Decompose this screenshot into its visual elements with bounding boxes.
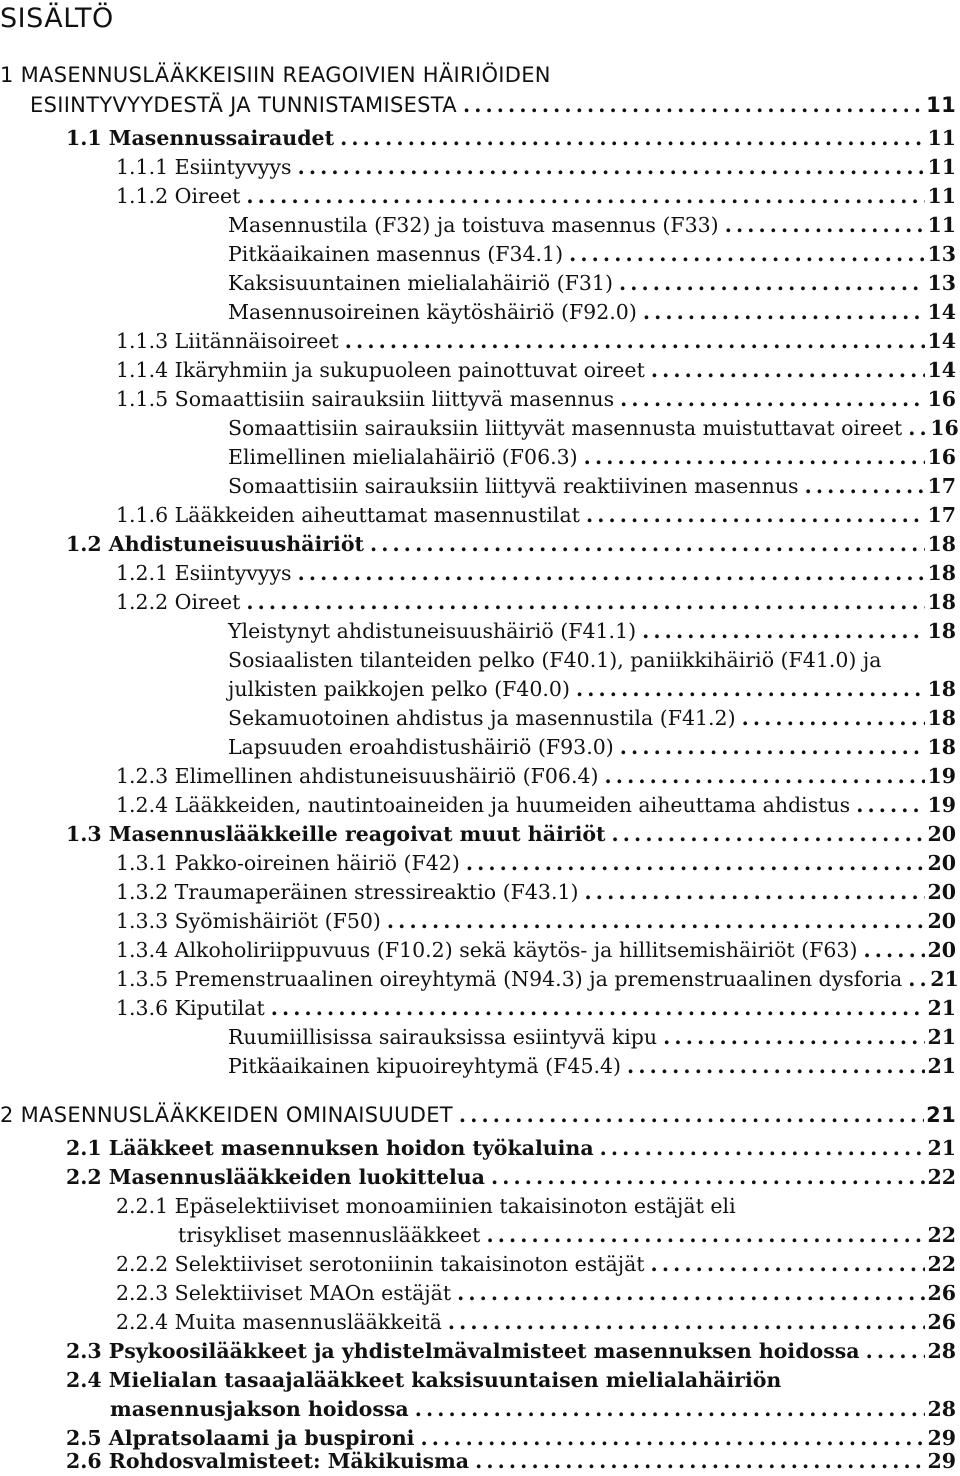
toc-page-number: 16	[930, 416, 959, 440]
dot-leader	[345, 326, 926, 356]
toc-entry-f92-0[interactable]	[228, 297, 956, 327]
dot-leader	[387, 906, 926, 936]
toc-page-number: 28	[927, 1339, 956, 1363]
toc-entry-f40-1-line1: Sosiaalisten tilanteiden pelko (F40.1), paniikkihäiriö (F41.0) ja	[228, 648, 882, 672]
toc-entry-text: 1.3.2 Traumaperäinen stressireaktio (F43.1)	[116, 880, 579, 904]
page-title: SISÄLTÖ	[0, 3, 114, 34]
dot-leader	[866, 1336, 926, 1366]
dot-leader	[466, 848, 926, 878]
toc-entry-text: 2.2.3 Selektiiviset MAOn estäjät	[116, 1281, 452, 1305]
toc-page-number: 13	[927, 242, 956, 266]
dot-leader	[725, 210, 926, 240]
toc-page-number: 18	[927, 532, 956, 556]
toc-page-number: 11	[927, 126, 956, 150]
toc-entry-2-2-4[interactable]	[116, 1307, 956, 1337]
toc-page-number: 20	[927, 938, 956, 962]
dot-leader	[491, 1162, 926, 1192]
dot-leader	[585, 877, 926, 907]
toc-entry-2-6[interactable]	[66, 1446, 956, 1476]
dot-leader	[805, 471, 926, 501]
dot-leader	[486, 1220, 925, 1250]
toc-entry-text: 1.1 Masennussairaudet	[66, 126, 335, 150]
toc-entry-f34-1[interactable]	[228, 239, 956, 269]
toc-page-number: 18	[927, 561, 956, 585]
toc-entry-f45-4[interactable]	[228, 1051, 956, 1081]
toc-page-number: 19	[927, 764, 956, 788]
toc-page-number: 11	[926, 93, 956, 117]
toc-entry-text: 2.2.2 Selektiiviset serotoniinin takaisinoton estäjät	[116, 1252, 645, 1276]
dot-leader	[651, 355, 926, 385]
toc-entry-1-2-1[interactable]	[116, 558, 956, 588]
toc-entry-1-1-4[interactable]	[116, 355, 956, 385]
toc-entry-text: 2.1 Lääkkeet masennuksen hoidon työkaluina	[66, 1136, 594, 1160]
toc-page-number: 14	[927, 358, 956, 382]
toc-page-number: 17	[927, 503, 956, 527]
toc-page-number: 11	[927, 184, 956, 208]
toc-page-number: 21	[927, 996, 956, 1020]
toc-entry-somatic-1[interactable]	[228, 413, 959, 443]
toc-entry-text: 1.3.5 Premenstruaalinen oireyhtymä (N94.3) ja premenstruaalinen dysforia	[116, 967, 903, 991]
dot-leader	[459, 1100, 924, 1130]
dot-leader	[643, 297, 926, 327]
dot-leader	[340, 123, 925, 153]
toc-entry-text: 1.3.6 Kiputilat	[116, 996, 265, 1020]
toc-entry-text: 2.2 Masennuslääkkeiden luokittelua	[66, 1165, 485, 1189]
toc-entry-text: Sekamuotoinen ahdistus ja masennustila (F41.2)	[228, 706, 736, 730]
toc-entry-text: 1.3.1 Pakko-oireinen häiriö (F42)	[116, 851, 460, 875]
toc-entry-1-3-5[interactable]	[116, 964, 959, 994]
toc-entry-text: 1.3.4 Alkoholiriippuvuus (F10.2) sekä käytös- ja hillitsemishäiriöt (F63)	[116, 938, 858, 962]
toc-entry-text: Masennustila (F32) ja toistuva masennus (F33)	[228, 213, 719, 237]
toc-entry-2-4-line1: 2.4 Mielialan tasaajalääkkeet kaksisuuntaisen mielialahäiriön	[66, 1368, 782, 1392]
toc-entry-2-1[interactable]	[66, 1133, 956, 1163]
dot-leader	[246, 587, 925, 617]
toc-entry-1-2[interactable]	[66, 529, 956, 559]
dot-leader	[463, 90, 924, 120]
toc-entry-text: Masennusoireinen käytöshäiriö (F92.0)	[228, 300, 637, 324]
toc-page-number: 18	[927, 735, 956, 759]
toc-page-number: 18	[927, 590, 956, 614]
toc-entry-2-2-1-line1: 2.2.1 Epäselektiiviset monoamiinien takaisinoton estäjät eli	[116, 1194, 736, 1218]
dot-leader	[569, 239, 925, 269]
toc-entry-f40-0[interactable]	[228, 674, 956, 704]
toc-page-number: 20	[927, 880, 956, 904]
toc-entry-1-1-1[interactable]	[116, 152, 956, 182]
toc-page-number: 19	[927, 793, 956, 817]
toc-entry-pain-1[interactable]	[228, 1022, 956, 1052]
dot-leader	[856, 790, 925, 820]
toc-entry-text: trisykliset masennuslääkkeet	[178, 1223, 481, 1247]
toc-entry-text: Elimellinen mielialahäiriö (F06.3)	[228, 445, 578, 469]
toc-page-number: 21	[927, 1025, 956, 1049]
toc-entry-1-3-3[interactable]	[116, 906, 956, 936]
toc-page-number: 14	[927, 300, 956, 324]
dot-leader	[651, 1249, 926, 1279]
toc-entry-text: 1.1.6 Lääkkeiden aiheuttamat masennustilat	[116, 503, 580, 527]
toc-entry-text: Somaattisiin sairauksiin liittyvät masennusta muistuttavat oireet	[228, 416, 903, 440]
toc-entry-text: 2.3 Psykoosilääkkeet ja yhdistelmävalmisteet masennuksen hoidossa	[66, 1339, 860, 1363]
dot-leader	[576, 674, 926, 704]
toc-entry-text: Pitkäaikainen kipuoireyhtymä (F45.4)	[228, 1054, 622, 1078]
toc-entry-1-3-2[interactable]	[116, 877, 956, 907]
dot-leader	[605, 761, 926, 791]
toc-page-number: 17	[927, 474, 956, 498]
toc-entry-text: 1.2.2 Oireet	[116, 590, 241, 614]
toc-page-number: 29	[927, 1449, 956, 1473]
toc-page-number: 20	[927, 851, 956, 875]
toc-entry-2-4[interactable]	[110, 1394, 956, 1424]
toc-entry-1-2-3[interactable]	[116, 761, 956, 791]
toc-entry-text: Somaattisiin sairauksiin liittyvä reaktiivinen masennus	[228, 474, 799, 498]
toc-entry-text: masennusjakson hoidossa	[110, 1397, 409, 1421]
toc-entry-f31[interactable]	[228, 268, 956, 298]
toc-entry-chapter-2[interactable]	[0, 1100, 956, 1130]
toc-entry-1-1-2[interactable]	[116, 181, 956, 211]
toc-entry-text: Pitkäaikainen masennus (F34.1)	[228, 242, 564, 266]
dot-leader	[627, 1051, 925, 1081]
toc-entry-1-1-6[interactable]	[116, 500, 956, 530]
toc-page-number: 16	[927, 387, 956, 411]
toc-page-number: 22	[927, 1223, 956, 1247]
dot-leader	[742, 703, 926, 733]
toc-entry-2-2[interactable]	[66, 1162, 956, 1192]
toc-entry-text: 1.2.3 Elimellinen ahdistuneisuushäiriö (F06.4)	[116, 764, 599, 788]
dot-leader	[620, 732, 926, 762]
toc-page-number: 18	[927, 706, 956, 730]
toc-entry-text: ESIINTYVYYDESTÄ JA TUNNISTAMISESTA	[30, 93, 457, 117]
toc-page-number: 16	[927, 445, 956, 469]
toc-entry-f41-2[interactable]	[228, 703, 956, 733]
toc-entry-text: 1.3 Masennuslääkkeille reagoivat muut häiriöt	[66, 822, 606, 846]
toc-page-number: 28	[927, 1397, 956, 1421]
toc-page-number: 18	[927, 677, 956, 701]
toc-entry-1-2-2[interactable]	[116, 587, 956, 617]
toc-page-number: 18	[927, 619, 956, 643]
toc-page-number: 14	[927, 329, 956, 353]
toc-entry-somatic-2[interactable]	[228, 471, 956, 501]
toc-entry-1-2-4[interactable]	[116, 790, 956, 820]
dot-leader	[584, 442, 926, 472]
dot-leader	[642, 616, 925, 646]
toc-entry-text: 1.1.2 Oireet	[116, 184, 241, 208]
dot-leader	[908, 964, 928, 994]
dot-leader	[612, 819, 926, 849]
dot-leader	[663, 1022, 925, 1052]
toc-page-number: 21	[927, 1054, 956, 1078]
dot-leader	[619, 268, 925, 298]
toc-entry-f41-1[interactable]	[228, 616, 956, 646]
dot-leader	[475, 1446, 925, 1476]
toc-entry-text: 2 MASENNUSLÄÄKKEIDEN OMINAISUUDET	[0, 1103, 453, 1127]
dot-leader	[457, 1278, 925, 1308]
toc-entry-2-2-3[interactable]	[116, 1278, 956, 1308]
toc-entry-text: 2.5 Alpratsolaami ja buspironi	[66, 1426, 415, 1450]
toc-entry-1-3[interactable]	[66, 819, 956, 849]
toc-page-number: 20	[927, 822, 956, 846]
dot-leader	[620, 384, 925, 414]
toc-entry-text: 1.1.1 Esiintyvyys	[116, 155, 292, 179]
toc-page-number: 20	[927, 909, 956, 933]
toc-entry-text: 1.1.4 Ikäryhmiin ja sukupuoleen painottuvat oireet	[116, 358, 645, 382]
toc-entry-text: 1.2 Ahdistuneisuushäiriöt	[66, 532, 364, 556]
toc-entry-1-3-6[interactable]	[116, 993, 956, 1023]
dot-leader	[298, 558, 926, 588]
toc-page-number: 13	[927, 271, 956, 295]
dot-leader	[271, 993, 926, 1023]
dot-leader	[586, 500, 926, 530]
dot-leader	[863, 935, 925, 965]
chapter-1-title-line1: 1 MASENNUSLÄÄKKEISIIN REAGOIVIEN HÄIRIÖIDEN	[0, 63, 551, 87]
toc-page-number: 21	[926, 1103, 956, 1127]
toc-entry-1-3-1[interactable]	[116, 848, 956, 878]
toc-page-number: 11	[927, 155, 956, 179]
dot-leader	[600, 1133, 926, 1163]
toc-entry-text: Ruumiillisissa sairauksissa esiintyvä kipu	[228, 1025, 658, 1049]
dot-leader	[246, 181, 925, 211]
dot-leader	[370, 529, 925, 559]
toc-entry-text: Yleistynyt ahdistuneisuushäiriö (F41.1)	[228, 619, 637, 643]
toc-entry-2-3[interactable]	[66, 1336, 956, 1366]
toc-page-number: 22	[927, 1165, 956, 1189]
dot-leader	[415, 1394, 926, 1424]
toc-entry-chapter-1[interactable]	[30, 90, 956, 120]
toc-entry-1-3-4[interactable]	[116, 935, 956, 965]
toc-entry-text: 1.2.1 Esiintyvyys	[116, 561, 292, 585]
toc-entry-f06-3[interactable]	[228, 442, 956, 472]
toc-page-number: 21	[930, 967, 959, 991]
dot-leader	[908, 413, 928, 443]
toc-entry-f93-0[interactable]	[228, 732, 956, 762]
toc-page-number: 29	[927, 1426, 956, 1450]
toc-page-number: 11	[927, 213, 956, 237]
toc-entry-text: Lapsuuden eroahdistushäiriö (F93.0)	[228, 735, 614, 759]
toc-entry-text: 1.2.4 Lääkkeiden, nautintoaineiden ja huumeiden aiheuttama ahdistus	[116, 793, 851, 817]
toc-entry-text: 2.6 Rohdosvalmisteet: Mäkikuisma	[66, 1449, 470, 1473]
dot-leader	[298, 152, 926, 182]
toc-entry-1-1[interactable]	[66, 123, 956, 153]
toc-entry-2-2-2[interactable]	[116, 1249, 956, 1279]
toc-entry-1-1-3[interactable]	[116, 326, 956, 356]
toc-entry-2-2-1[interactable]	[178, 1220, 956, 1250]
toc-page-number: 26	[927, 1281, 956, 1305]
toc-entry-text: 2.2.4 Muita masennuslääkkeitä	[116, 1310, 442, 1334]
toc-entry-f32[interactable]	[228, 210, 956, 240]
dot-leader	[448, 1307, 926, 1337]
toc-entry-1-1-5[interactable]	[116, 384, 956, 414]
toc-entry-text: 1.3.3 Syömishäiriöt (F50)	[116, 909, 381, 933]
toc-page-number: 22	[927, 1252, 956, 1276]
toc-page-number: 21	[927, 1136, 956, 1160]
toc-entry-text: 1.1.5 Somaattisiin sairauksiin liittyvä masennus	[116, 387, 615, 411]
toc-entry-text: julkisten paikkojen pelko (F40.0)	[228, 677, 570, 701]
toc-page-number: 26	[927, 1310, 956, 1334]
toc-entry-text: 1.1.3 Liitännäisoireet	[116, 329, 339, 353]
toc-entry-text: Kaksisuuntainen mielialahäiriö (F31)	[228, 271, 613, 295]
